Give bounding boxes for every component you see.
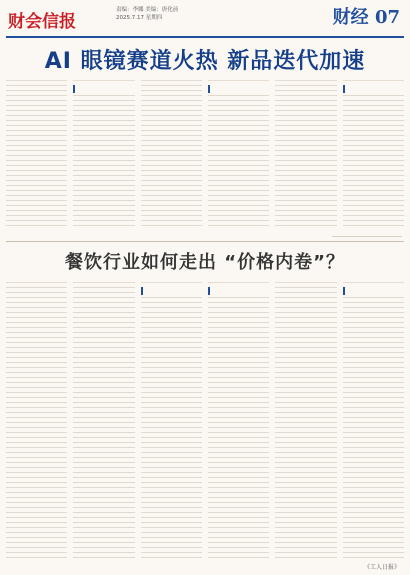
- text-column: [208, 282, 269, 559]
- subhead-block: [73, 85, 134, 93]
- text-column: [141, 80, 202, 226]
- issue-info: [116, 6, 178, 22]
- text-column: [73, 282, 134, 559]
- subhead-block: [343, 287, 404, 295]
- text-column: [343, 80, 404, 226]
- page-number: 07: [374, 7, 400, 28]
- subhead-block: [208, 287, 269, 295]
- text-column: [73, 80, 134, 226]
- source-tag: 《工人日报》: [363, 564, 400, 571]
- lead-story-body: [6, 80, 404, 226]
- subhead-block: [343, 85, 404, 93]
- text-column: [6, 282, 67, 559]
- masthead: [0, 0, 410, 36]
- section-name: 财经: [332, 7, 369, 28]
- text-column: [275, 80, 336, 226]
- text-column: [343, 282, 404, 559]
- text-column: [208, 80, 269, 226]
- page-section-tag: [333, 3, 400, 29]
- lead-story-headline: AI 眼镜赛道火热 新品迭代加速: [44, 49, 366, 74]
- subhead-block: [141, 287, 202, 295]
- newspaper-brand: 财会信报: [8, 12, 76, 32]
- editor-line: 责编：李娜 美编：唐化前: [116, 7, 179, 13]
- masthead-rule: [6, 36, 404, 38]
- text-column: [275, 282, 336, 559]
- lead-story-byline: [332, 229, 402, 237]
- story-divider: [6, 241, 404, 242]
- subhead-block: [208, 85, 269, 93]
- second-story-headline: 餐饮行业如何走出 “价格内卷”？: [65, 252, 345, 273]
- text-column: [141, 282, 202, 559]
- second-story-body: [6, 282, 404, 559]
- text-column: [6, 80, 67, 226]
- issue-date: 2025.7.17 星期四: [116, 15, 163, 21]
